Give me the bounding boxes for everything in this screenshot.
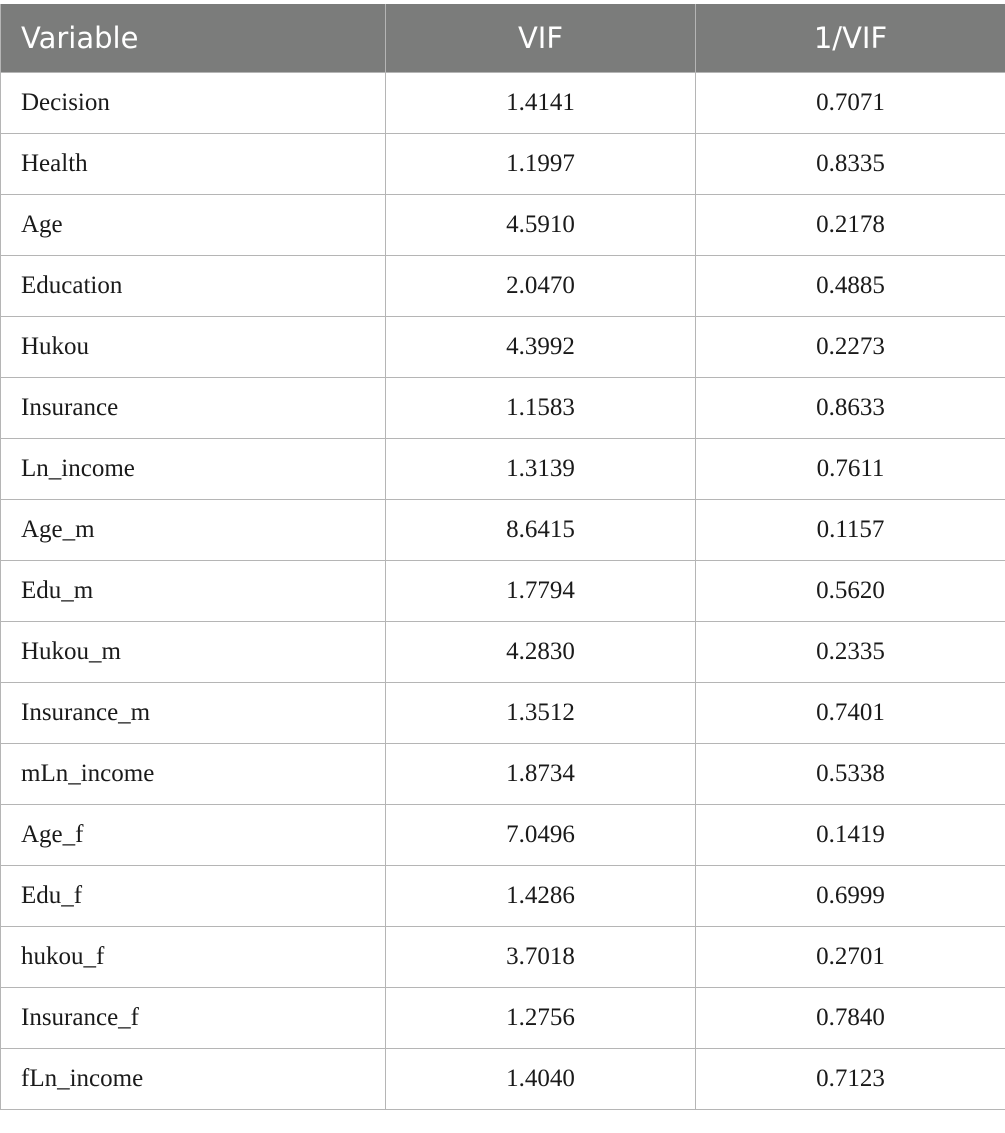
cell-vif: 1.4040 — [386, 1049, 696, 1110]
cell-inv-vif: 0.2335 — [696, 622, 1005, 683]
table-row — [1, 439, 1005, 500]
cell-vif: 1.4141 — [386, 73, 696, 134]
cell-vif: 1.7794 — [386, 561, 696, 622]
table-row — [1, 256, 1005, 317]
cell-variable: Age_m — [1, 500, 386, 561]
cell-variable: Insurance — [1, 378, 386, 439]
table-body — [1, 73, 1005, 1110]
cell-vif: 8.6415 — [386, 500, 696, 561]
table-row — [1, 317, 1005, 378]
header-vif: VIF — [386, 4, 696, 73]
cell-variable: Decision — [1, 73, 386, 134]
cell-vif: 4.3992 — [386, 317, 696, 378]
table-row — [1, 73, 1005, 134]
cell-vif: 1.4286 — [386, 866, 696, 927]
table-row — [1, 927, 1005, 988]
cell-variable: hukou_f — [1, 927, 386, 988]
cell-inv-vif: 0.1157 — [696, 500, 1005, 561]
table-row — [1, 866, 1005, 927]
cell-variable: Insurance_m — [1, 683, 386, 744]
cell-vif: 1.2756 — [386, 988, 696, 1049]
cell-vif: 1.3139 — [386, 439, 696, 500]
cell-vif: 3.7018 — [386, 927, 696, 988]
table-row — [1, 622, 1005, 683]
cell-inv-vif: 0.7071 — [696, 73, 1005, 134]
cell-variable: mLn_income — [1, 744, 386, 805]
table-row — [1, 500, 1005, 561]
header-variable: Variable — [1, 4, 386, 73]
cell-inv-vif: 0.7611 — [696, 439, 1005, 500]
vif-table — [0, 4, 1005, 1110]
cell-vif: 4.2830 — [386, 622, 696, 683]
cell-vif: 1.1997 — [386, 134, 696, 195]
cell-inv-vif: 0.7401 — [696, 683, 1005, 744]
cell-variable: Age_f — [1, 805, 386, 866]
cell-variable: Edu_f — [1, 866, 386, 927]
cell-inv-vif: 0.8335 — [696, 134, 1005, 195]
table-header — [1, 4, 1005, 73]
cell-variable: Hukou — [1, 317, 386, 378]
cell-variable: fLn_income — [1, 1049, 386, 1110]
cell-inv-vif: 0.2701 — [696, 927, 1005, 988]
cell-inv-vif: 0.5620 — [696, 561, 1005, 622]
cell-vif: 2.0470 — [386, 256, 696, 317]
cell-variable: Ln_income — [1, 439, 386, 500]
table-row — [1, 195, 1005, 256]
header-row — [1, 4, 1005, 73]
cell-variable: Edu_m — [1, 561, 386, 622]
table-row — [1, 134, 1005, 195]
cell-inv-vif: 0.2178 — [696, 195, 1005, 256]
cell-vif: 7.0496 — [386, 805, 696, 866]
cell-vif: 1.3512 — [386, 683, 696, 744]
cell-inv-vif: 0.1419 — [696, 805, 1005, 866]
cell-inv-vif: 0.8633 — [696, 378, 1005, 439]
cell-inv-vif: 0.6999 — [696, 866, 1005, 927]
table-row — [1, 744, 1005, 805]
table-row — [1, 1049, 1005, 1110]
table-row — [1, 378, 1005, 439]
table-row — [1, 805, 1005, 866]
cell-inv-vif: 0.2273 — [696, 317, 1005, 378]
cell-variable: Insurance_f — [1, 988, 386, 1049]
cell-inv-vif: 0.4885 — [696, 256, 1005, 317]
cell-inv-vif: 0.7123 — [696, 1049, 1005, 1110]
cell-variable: Health — [1, 134, 386, 195]
table-row — [1, 683, 1005, 744]
table-row — [1, 988, 1005, 1049]
table-row — [1, 561, 1005, 622]
cell-inv-vif: 0.5338 — [696, 744, 1005, 805]
cell-vif: 1.1583 — [386, 378, 696, 439]
cell-variable: Age — [1, 195, 386, 256]
cell-variable: Hukou_m — [1, 622, 386, 683]
cell-vif: 1.8734 — [386, 744, 696, 805]
cell-vif: 4.5910 — [386, 195, 696, 256]
header-inv-vif: 1/VIF — [696, 4, 1005, 73]
cell-variable: Education — [1, 256, 386, 317]
cell-inv-vif: 0.7840 — [696, 988, 1005, 1049]
